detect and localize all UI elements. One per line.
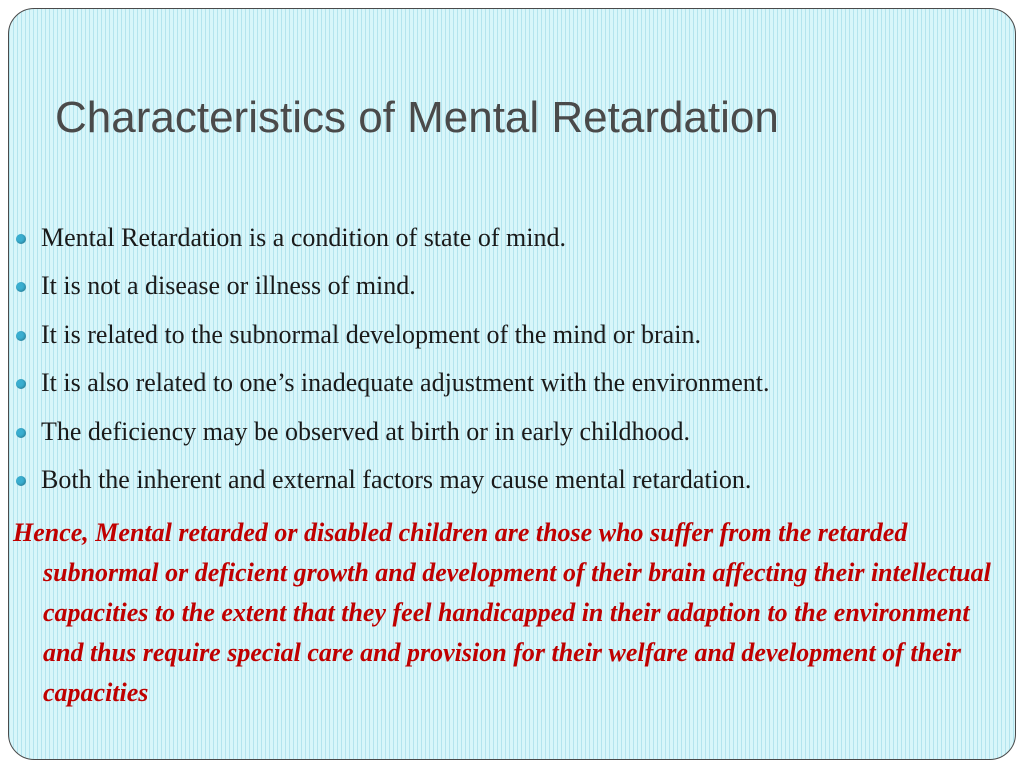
bullet-item: [9, 367, 770, 415]
slide-title: Characteristics of Mental Retardation: [55, 93, 779, 142]
bullet-text: It is related to the subnormal development of the mind or brain.: [41, 319, 701, 349]
bullet-item: [9, 464, 770, 512]
conclusion-paragraph: Hence, Mental retarded or disabled children are those who suffer from the retarded subnormal or deficient growth and development of their brain affecting their intellectual capacities to the extent that they feel handicapped in their adaption to the environment and thus require special care and provision for their welfare and development of their capacities: [13, 518, 991, 707]
bullet-dot-icon: [16, 234, 26, 244]
bullet-text: Mental Retardation is a condition of state of mind.: [41, 223, 566, 252]
bullet-item: [9, 270, 770, 318]
bullet-dot-icon: [16, 476, 26, 486]
bullet-dot-icon: [16, 428, 26, 438]
bullet-item: [9, 222, 770, 270]
bullet-list: [9, 222, 770, 512]
bullet-dot-icon: [16, 379, 26, 389]
bullet-dot-icon: [16, 331, 26, 341]
bullet-item: [9, 319, 770, 367]
bullet-dot-icon: [16, 282, 26, 292]
bullet-text: It is not a disease or illness of mind.: [41, 271, 416, 301]
bullet-text: It is also related to one’s inadequate adjustment with the environment.: [41, 368, 770, 398]
bullet-text: Both the inherent and external factors may cause mental retardation.: [41, 464, 752, 494]
bullet-text: The deficiency may be observed at birth or in early childhood.: [41, 416, 691, 446]
bullet-item: [9, 416, 770, 464]
slide: [8, 8, 1016, 760]
